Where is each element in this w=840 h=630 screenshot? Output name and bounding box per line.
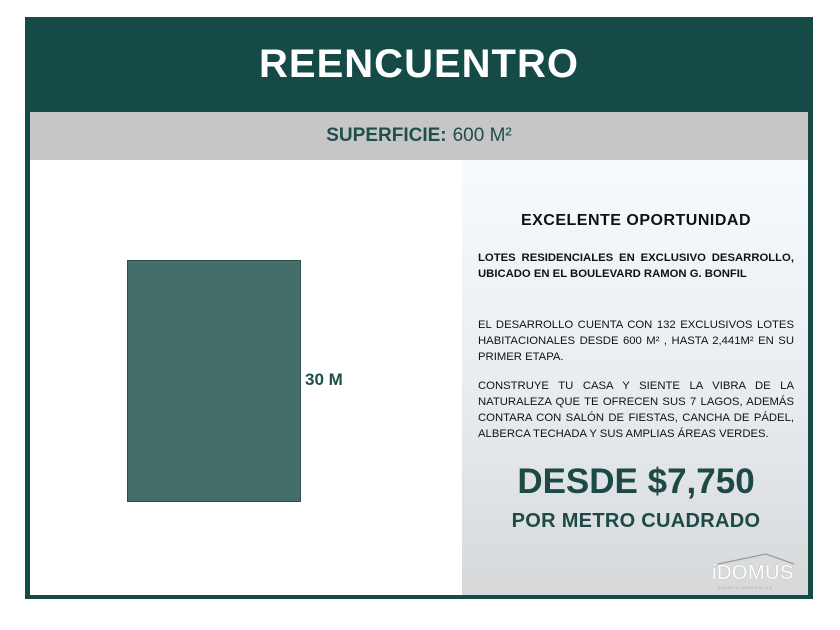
paragraph-amenities: CONSTRUYE TU CASA Y SIENTE LA VIBRA DE LA NATURALEZA QUE TE OFRECEN SUS 7 LAGOS, ADEMÁS CONTARA CON SALÓN DE FIESTAS, CANCHA DE PÁDEL, ALBERCA TECHADA Y SUS AMPLIAS ÁREAS VERDES. (478, 380, 794, 440)
lot-dimension-label: 30 M (305, 370, 343, 389)
logo-text: iDOMUS (712, 562, 794, 584)
surface-bar (30, 112, 808, 160)
logo-tagline: BIENES INMUEBLES (718, 585, 773, 590)
idomus-logo (712, 552, 804, 592)
content-area (30, 160, 808, 595)
paragraph-location: LOTES RESIDENCIALES EN EXCLUSIVO DESARROLLO, UBICADO EN EL BOULEVARD RAMON G. BONFIL (478, 252, 794, 280)
price: DESDE $7,750 (517, 462, 755, 501)
page-title: REENCUENTRO (259, 42, 579, 86)
listing-card (25, 17, 813, 599)
paragraph-development: EL DESARROLLO CUENTA CON 132 EXCLUSIVOS LOTES HABITACIONALES DESDE 600 M² , HASTA 2,441M² EN SU PRIMER ETAPA. (478, 319, 794, 363)
price-unit: POR METRO CUADRADO (511, 510, 761, 532)
lot-diagram (30, 160, 462, 595)
lot-shape (127, 260, 301, 502)
surface-value: 600 M² (452, 125, 512, 146)
surface-label: SUPERFICIE: (326, 125, 447, 146)
info-panel (462, 160, 808, 595)
headline: EXCELENTE OPORTUNIDAD (520, 212, 752, 229)
